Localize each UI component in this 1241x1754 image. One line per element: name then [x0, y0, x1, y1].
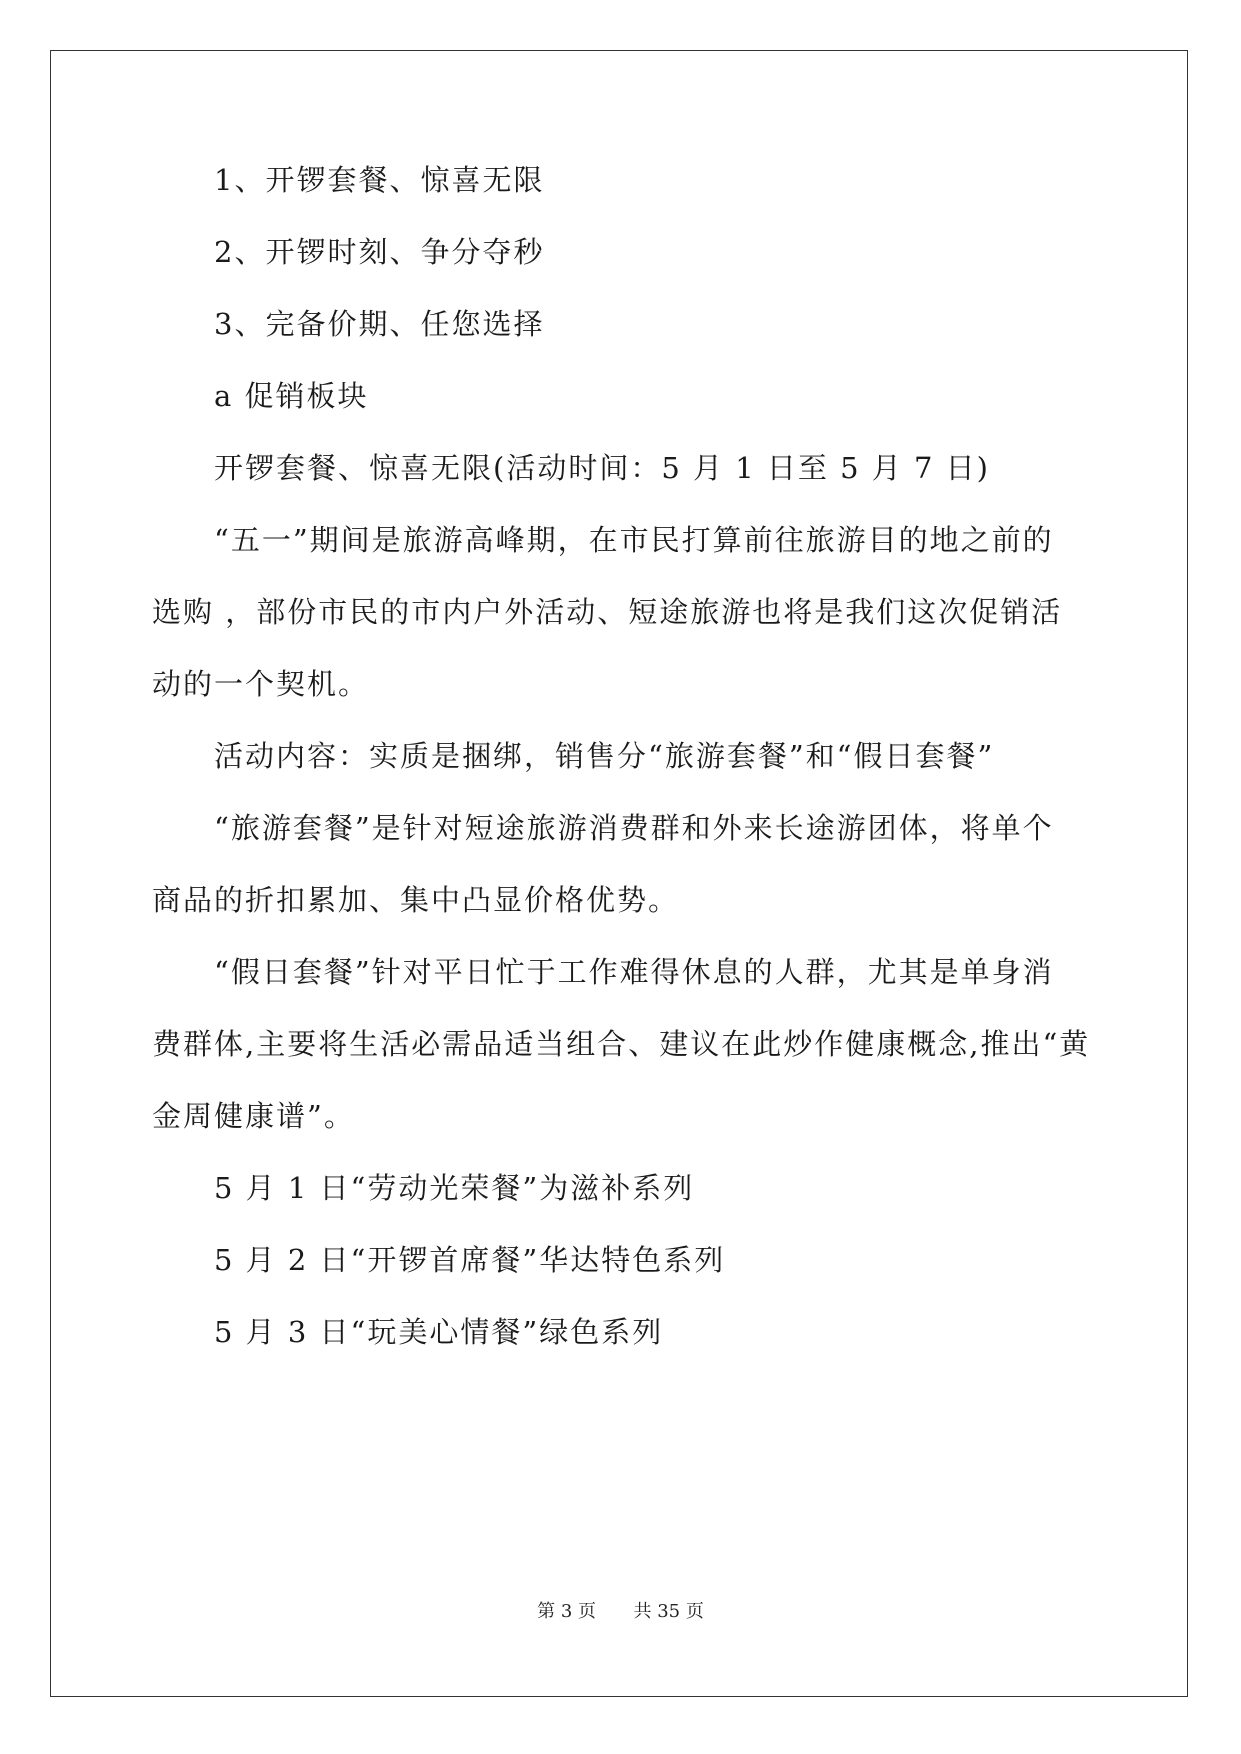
page-frame	[50, 50, 1188, 1697]
page-total: 共 35 页	[633, 1601, 704, 1622]
list-item-2: 2、开锣时刻、争分夺秒	[214, 235, 545, 269]
menu-day-2: 5 月 2 日“开锣首席餐”华达特色系列	[214, 1243, 726, 1277]
paragraph-line: “旅游套餐”是针对短途旅游消费群和外来长途游团体，将单个	[214, 811, 1054, 845]
page-number: 第 3 页	[537, 1601, 597, 1622]
page-footer	[0, 1600, 1241, 1624]
paragraph-line: 商品的折扣累加、集中凸显价格优势。	[152, 883, 680, 917]
paragraph-line: “五一”期间是旅游高峰期，在市民打算前往旅游目的地之前的	[214, 523, 1054, 557]
paragraph-line: 动的一个契机。	[152, 667, 370, 701]
paragraph-line: 金周健康谱”。	[152, 1099, 355, 1133]
paragraph-line: 活动内容：实质是捆绑，销售分“旅游套餐”和“假日套餐”	[214, 739, 995, 773]
paragraph-line: 选购 ，部份市民的市内户外活动、短途旅游也将是我们这次促销活	[152, 595, 1063, 629]
menu-day-3: 5 月 3 日“玩美心情餐”绿色系列	[214, 1315, 664, 1349]
list-item-3: 3、完备价期、任您选择	[214, 307, 545, 341]
paragraph-line: 费群体,主要将生活必需品适当组合、建议在此炒作健康概念,推出“黄	[152, 1027, 1091, 1061]
paragraph-line: “假日套餐”针对平日忙于工作难得休息的人群，尤其是单身消	[214, 955, 1054, 989]
section-heading: a 促销板块	[214, 379, 369, 413]
list-item-1: 1、开锣套餐、惊喜无限	[214, 163, 545, 197]
activity-title: 开锣套餐、惊喜无限(活动时间：5 月 1 日至 5 月 7 日)	[214, 451, 990, 485]
menu-day-1: 5 月 1 日“劳动光荣餐”为滋补系列	[214, 1171, 695, 1205]
